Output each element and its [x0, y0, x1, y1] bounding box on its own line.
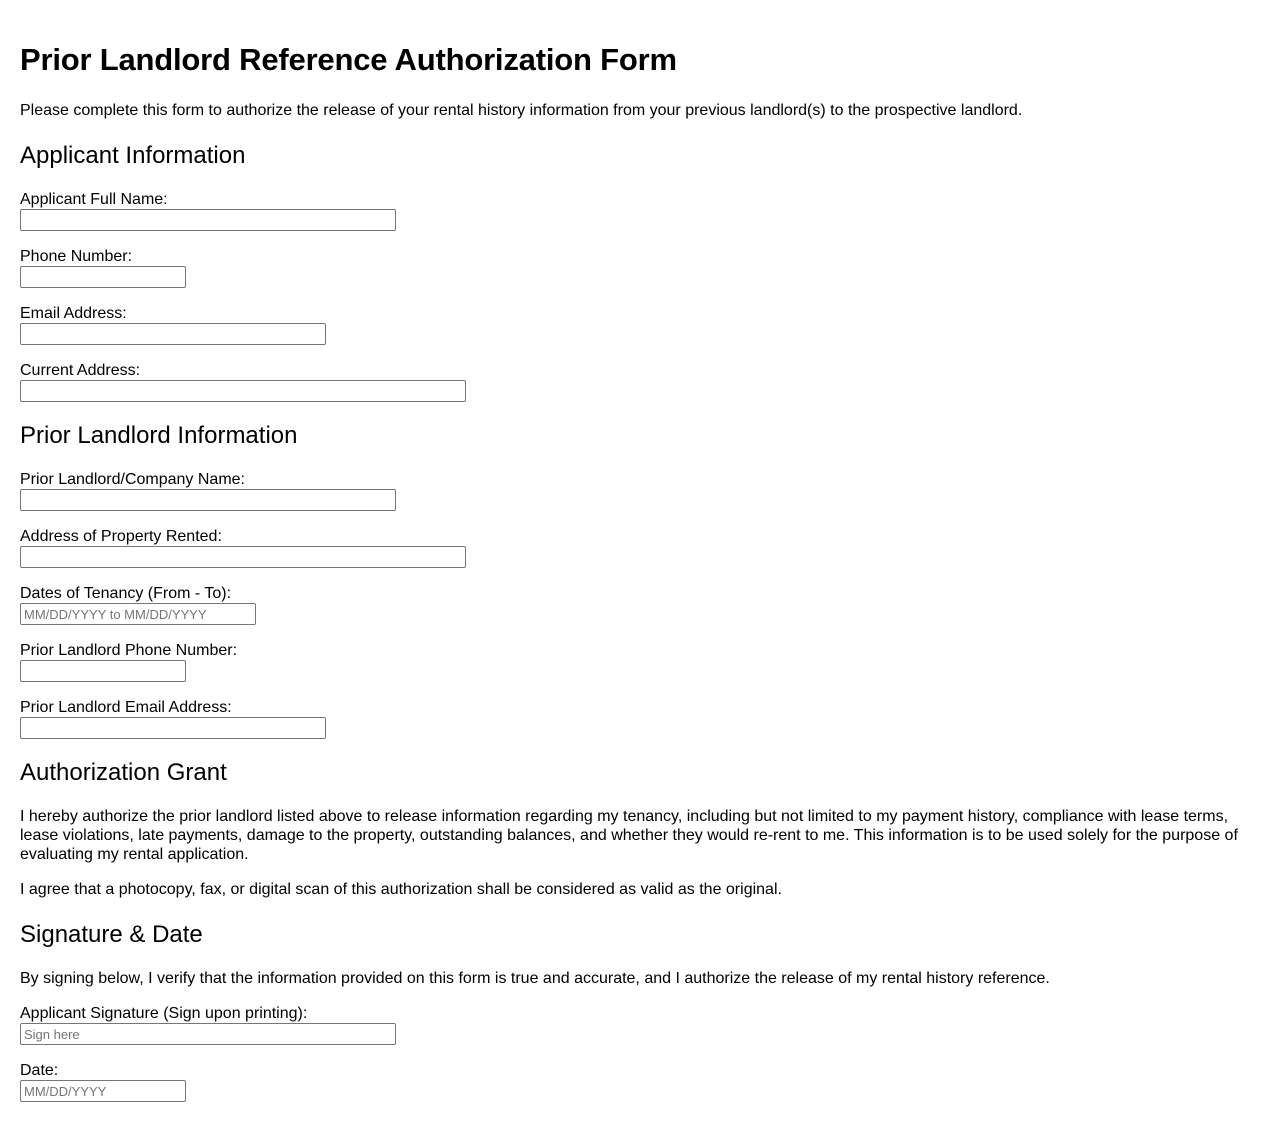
applicant-phone-input[interactable]: [20, 266, 186, 288]
applicant-section: [20, 142, 1242, 402]
date-input[interactable]: [20, 1080, 186, 1102]
landlord-name-input[interactable]: [20, 489, 396, 511]
landlord-phone-label: Prior Landlord Phone Number:: [20, 642, 238, 659]
intro-text: Please complete this form to authorize the release of your rental history information from your previous landlord(s) to the prospective landlord.: [20, 102, 1023, 119]
page-title: Prior Landlord Reference Authorization Form: [20, 42, 677, 77]
property-address-input[interactable]: [20, 546, 466, 568]
applicant-email-input[interactable]: [20, 323, 326, 345]
applicant-phone-field: [20, 247, 1242, 288]
applicant-full-name-input[interactable]: [20, 209, 396, 231]
verification-statement: By signing below, I verify that the information provided on this form is true and accurate, and I authorize the release of my rental history reference.: [20, 970, 1050, 987]
applicant-address-label: Current Address:: [20, 362, 141, 379]
applicant-address-field: [20, 361, 1242, 402]
authorization-paragraph: I hereby authorize the prior landlord listed above to release information regarding my tenancy, including but not limited to my payment history, compliance with lease terms, lease violations, late payments, damage to the property, outstanding balances, and whether they would re-rent to me. This information is to be used solely for the purpose of evaluating my rental application.: [20, 808, 1238, 863]
date-field: [20, 1061, 1242, 1102]
tenancy-dates-input[interactable]: [20, 603, 256, 625]
signature-label: Applicant Signature (Sign upon printing):: [20, 1005, 308, 1022]
authorization-heading: Authorization Grant: [20, 759, 227, 786]
applicant-full-name-label: Applicant Full Name:: [20, 191, 168, 208]
tenancy-dates-label: Dates of Tenancy (From - To):: [20, 585, 232, 602]
applicant-email-label: Email Address:: [20, 305, 127, 322]
authorization-section: [20, 759, 1242, 899]
landlord-email-field: [20, 698, 1242, 739]
landlord-name-label: Prior Landlord/Company Name:: [20, 471, 245, 488]
applicant-full-name-field: [20, 190, 1242, 231]
property-address-field: [20, 527, 1242, 568]
landlord-heading: Prior Landlord Information: [20, 422, 298, 449]
signature-field: [20, 1004, 1242, 1045]
landlord-email-label: Prior Landlord Email Address:: [20, 699, 232, 716]
landlord-email-input[interactable]: [20, 717, 326, 739]
applicant-address-input[interactable]: [20, 380, 466, 402]
property-address-label: Address of Property Rented:: [20, 528, 222, 545]
applicant-email-field: [20, 304, 1242, 345]
signature-input[interactable]: [20, 1023, 396, 1045]
landlord-section: [20, 422, 1242, 739]
signature-heading: Signature & Date: [20, 921, 203, 948]
photocopy-clause: I agree that a photocopy, fax, or digital scan of this authorization shall be considered as valid as the original.: [20, 881, 782, 898]
landlord-phone-field: [20, 641, 1242, 682]
date-label: Date:: [20, 1062, 59, 1079]
signature-section: [20, 921, 1242, 1102]
applicant-phone-label: Phone Number:: [20, 248, 133, 265]
landlord-phone-input[interactable]: [20, 660, 186, 682]
landlord-name-field: [20, 470, 1242, 511]
tenancy-dates-field: [20, 584, 1242, 625]
applicant-heading: Applicant Information: [20, 142, 246, 169]
